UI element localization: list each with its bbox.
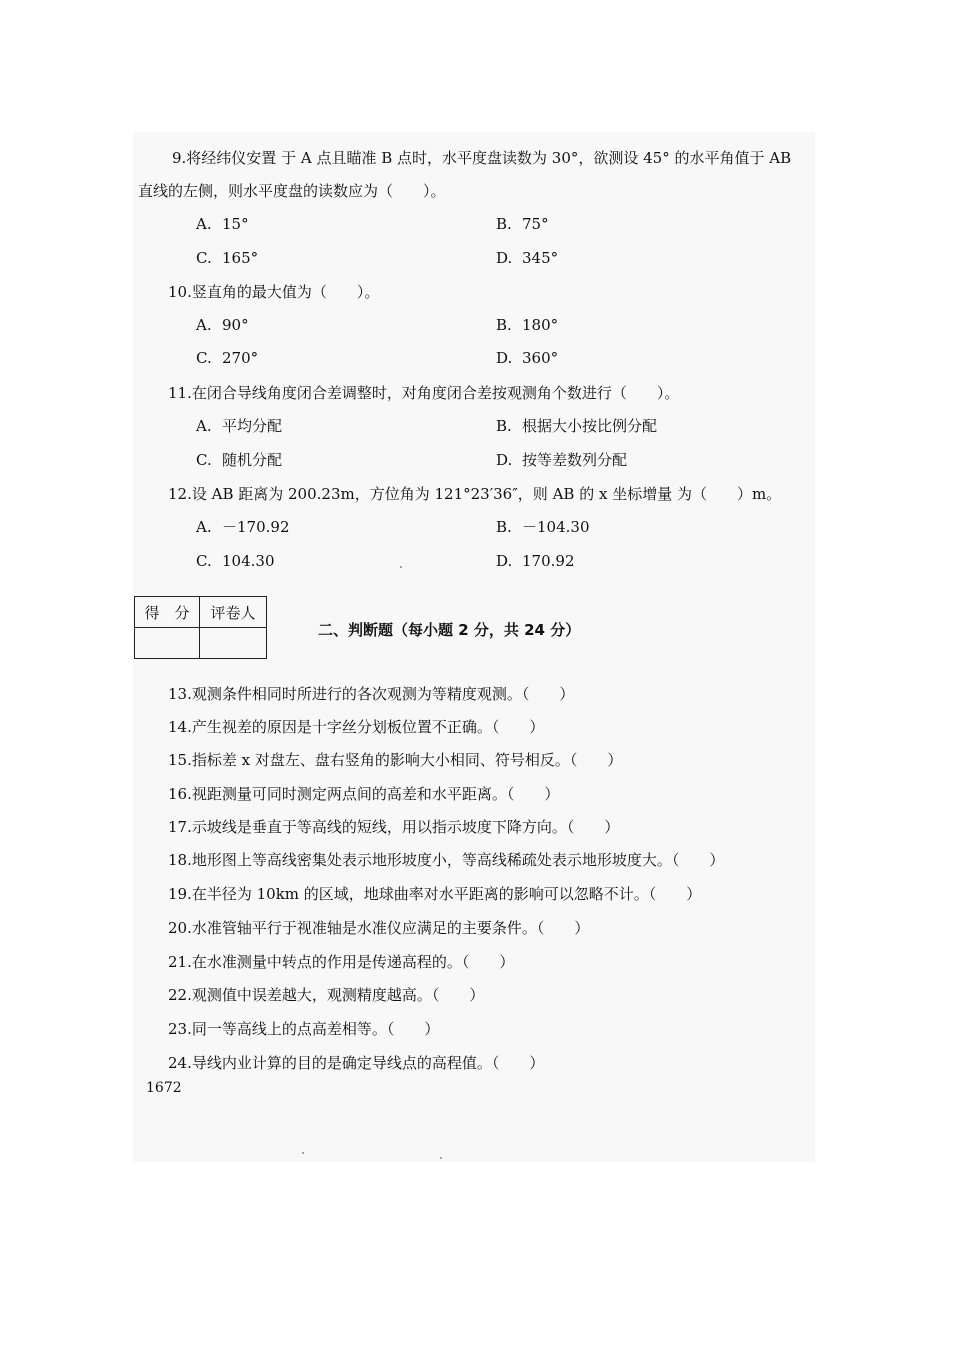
question-10-option-a: A. 90°	[196, 316, 249, 334]
question-10-option-b: B. 180°	[496, 316, 559, 334]
question-10-option-c: C. 270°	[196, 349, 259, 367]
question-11-option-b: B. 根据大小按比例分配	[496, 417, 658, 435]
question-11-option-c: C. 随机分配	[196, 451, 283, 469]
question-21: 21.在水准测量中转点的作用是传递高程的。（ ）	[168, 953, 515, 971]
question-18: 18.地形图上等高线密集处表示地形坡度小，等高线稀疏处表示地形坡度大。（ ）	[168, 851, 725, 869]
grader-cell	[200, 628, 267, 659]
page-number: 1672	[146, 1080, 182, 1096]
question-12-option-c: C. 104.30	[196, 552, 275, 570]
score-table	[134, 596, 267, 659]
question-13: 13.观测条件相同时所进行的各次观测为等精度观测。（ ）	[168, 685, 575, 703]
scan-speck	[302, 1152, 304, 1154]
question-9-option-a: A. 15°	[196, 215, 249, 233]
question-19: 19.在半径为 10km 的区域，地球曲率对水平距离的影响可以忽略不计。（ ）	[168, 885, 702, 903]
score-label: 得 分	[135, 597, 200, 628]
score-cell	[135, 628, 200, 659]
question-16: 16.视距测量可同时测定两点间的高差和水平距离。（ ）	[168, 785, 560, 803]
question-9-option-c: C. 165°	[196, 249, 259, 267]
question-12-option-d: D. 170.92	[496, 552, 575, 570]
question-12-line1: 12.设 AB 距离为 200.23m，方位角为 121°23′36″，则 AB 的 x 坐标增量 为（ ）m。	[168, 485, 782, 503]
question-22: 22.观测值中误差越大，观测精度越高。（ ）	[168, 986, 485, 1004]
scan-speck	[440, 1157, 442, 1159]
question-11-option-a: A. 平均分配	[196, 417, 283, 435]
question-9-option-d: D. 345°	[496, 249, 559, 267]
section-title: 二、判断题（每小题 2 分，共 24 分）	[318, 621, 581, 639]
scan-speck	[400, 566, 402, 568]
question-15: 15.指标差 x 对盘左、盘右竖角的影响大小相同、符号相反。（ ）	[168, 751, 623, 769]
question-9-line1: 9.将经纬仪安置 于 A 点且瞄准 B 点时，水平度盘读数为 30°，欲测设 45° 的水平角值于 AB	[172, 149, 792, 167]
question-10-option-d: D. 360°	[496, 349, 559, 367]
question-11-line1: 11.在闭合导线角度闭合差调整时，对角度闭合差按观测角个数进行（ ）。	[168, 384, 680, 402]
question-14: 14.产生视差的原因是十字丝分划板位置不正确。（ ）	[168, 718, 545, 736]
question-23: 23.同一等高线上的点高差相等。（ ）	[168, 1020, 440, 1038]
grader-label: 评卷人	[200, 597, 267, 628]
question-20: 20.水准管轴平行于视准轴是水准仪应满足的主要条件。（ ）	[168, 919, 590, 937]
question-12-option-b: B. －104.30	[496, 518, 590, 536]
question-9-option-b: B. 75°	[496, 215, 549, 233]
question-17: 17.示坡线是垂直于等高线的短线，用以指示坡度下降方向。（ ）	[168, 818, 620, 836]
question-9-line2: 直线的左侧，则水平度盘的读数应为（ ）。	[138, 182, 446, 200]
question-10-line1: 10.竖直角的最大值为（ ）。	[168, 283, 380, 301]
question-12-option-a: A. －170.92	[196, 518, 290, 536]
question-11-option-d: D. 按等差数列分配	[496, 451, 628, 469]
question-24: 24.导线内业计算的目的是确定导线点的高程值。（ ）	[168, 1054, 545, 1072]
